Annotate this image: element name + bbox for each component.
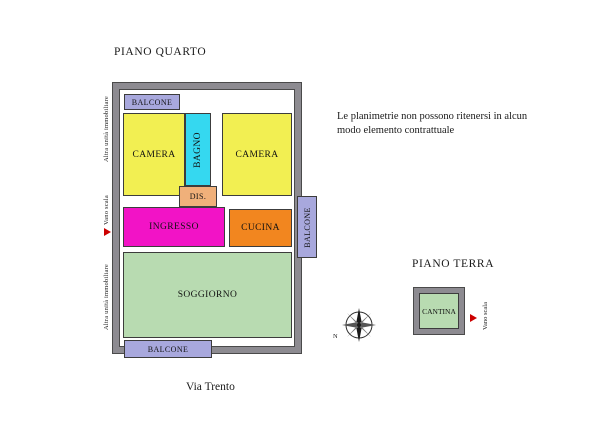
page-title-floor: PIANO QUARTO [114, 46, 207, 58]
balcony-top [124, 94, 180, 110]
balcony-right-label: BALCONE [302, 206, 312, 248]
room-soggiorno [123, 252, 292, 338]
room-cucina-label: CUCINA [241, 223, 280, 233]
disclaimer-text: Le planimetrie non possono ritenersi in alcun modo elemento contrattuale [337, 111, 528, 136]
entrance-arrow-icon [104, 228, 111, 236]
room-ingresso-label: INGRESSO [149, 222, 199, 232]
label-other-unit-lower: Altra unità immobiliare [103, 264, 110, 330]
balcony-right [297, 196, 317, 258]
cellar-entrance-arrow-icon [470, 314, 477, 322]
balcony-bottom [124, 340, 212, 358]
room-camera-right-label: CAMERA [235, 149, 279, 160]
room-bagno [185, 113, 211, 186]
street-name-label: Via Trento [186, 381, 235, 393]
room-disimpegno [179, 186, 217, 207]
compass-north-label: N [333, 333, 338, 340]
compass-rose-icon [337, 305, 381, 345]
room-cantina [419, 293, 459, 329]
room-cucina [229, 209, 292, 247]
room-bagno-label: BAGNO [193, 131, 203, 168]
room-camera-right [222, 113, 292, 196]
room-disimpegno-label: DIS. [189, 192, 207, 201]
room-ingresso [123, 207, 225, 247]
balcony-top-label: BALCONE [131, 97, 173, 107]
page-title-ground: PIANO TERRA [412, 258, 495, 270]
label-other-unit-upper: Altra unità immobiliare [103, 96, 110, 162]
label-stairwell-flat: Vano scala [103, 195, 110, 225]
balcony-bottom-label: BALCONE [147, 344, 189, 354]
room-cantina-label: CANTINA [422, 306, 456, 316]
room-soggiorno-label: SOGGIORNO [177, 290, 238, 300]
label-stairwell-cellar: Vano scala [482, 302, 489, 330]
room-camera-left [123, 113, 185, 196]
room-camera-left-label: CAMERA [132, 149, 176, 160]
